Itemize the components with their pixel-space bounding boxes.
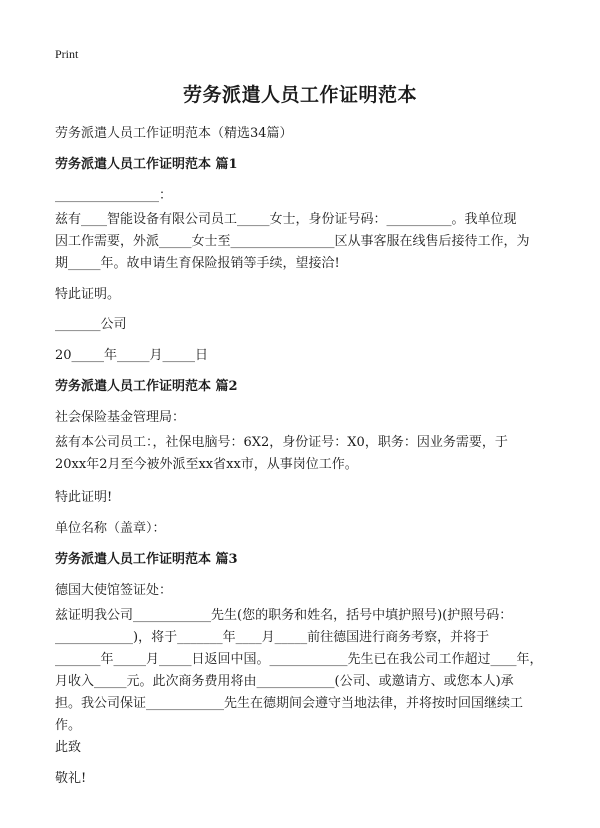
section-2-closing: 特此证明! [55,490,113,505]
section-1-body-line: 因工作需要，外派_____女士至________________区从事客服在线售后接待工作，为 [55,234,530,249]
section-2-body-line: 兹有本公司员工：，社保电脑号：6X2，身份证号：X0，职务：因业务需要，于 [55,435,508,450]
section-1-body-line: 兹有____智能设备有限公司员工_____女士，身份证号码：__________。我单位现 [55,212,517,227]
page-title: 劳务派遣人员工作证明范本 [182,84,417,106]
section-2-addressee: 社会保险基金管理局： [55,410,186,425]
section-1-body [55,209,555,275]
print-label: Print [55,47,79,61]
section-2-unit-name: 单位名称（盖章）： [55,521,166,536]
section-2-body [55,432,555,476]
section-heading-1: 劳务派遣人员工作证明范本 篇1 [55,157,238,172]
section-3-body-line: 兹证明我公司____________先生(您的职务和姓名，括号中填护照号)(护照号码： [55,608,513,623]
section-3-body-line: _______年_____月_____日返回中国。____________先生已在我公司工作超过____年， [55,652,543,667]
section-3-salutation: 敬礼! [55,771,87,786]
section-1-date: 20_____年_____月_____日 [55,348,209,363]
section-1-company: _______公司 [55,317,127,332]
section-heading-2: 劳务派遣人员工作证明范本 篇2 [55,379,238,394]
section-3-body-line: 作。 [55,718,82,733]
section-2-body-line: 20xx年2月至今被外派至xx省xx市，从事岗位工作。 [55,457,358,472]
section-1-closing: 特此证明。 [55,287,121,302]
section-1-addressee: ________________： [55,188,173,203]
section-3-body-line: 月收入_____元。此次商务费用将由____________(公司、或邀请方、或您本人)承 [55,674,514,689]
section-3-body-line: ____________)，将于_______年____月_____前往德国进行商务考察，并将于 [55,630,490,645]
section-3-addressee: 德国大使馆签证处： [55,583,173,598]
section-heading-3: 劳务派遣人员工作证明范本 篇3 [55,552,238,567]
section-3-closing: 此致 [55,740,82,755]
document-intro: 劳务派遣人员工作证明范本（精选34篇） [55,126,293,141]
section-1-body-line: 期_____年。故申请生育保险报销等手续，望接洽! [55,256,340,271]
section-3-body-line: 担。我公司保证____________先生在德期间会遵守当地法律，并将按时回国继续工 [55,696,524,711]
section-3-body [55,605,555,737]
